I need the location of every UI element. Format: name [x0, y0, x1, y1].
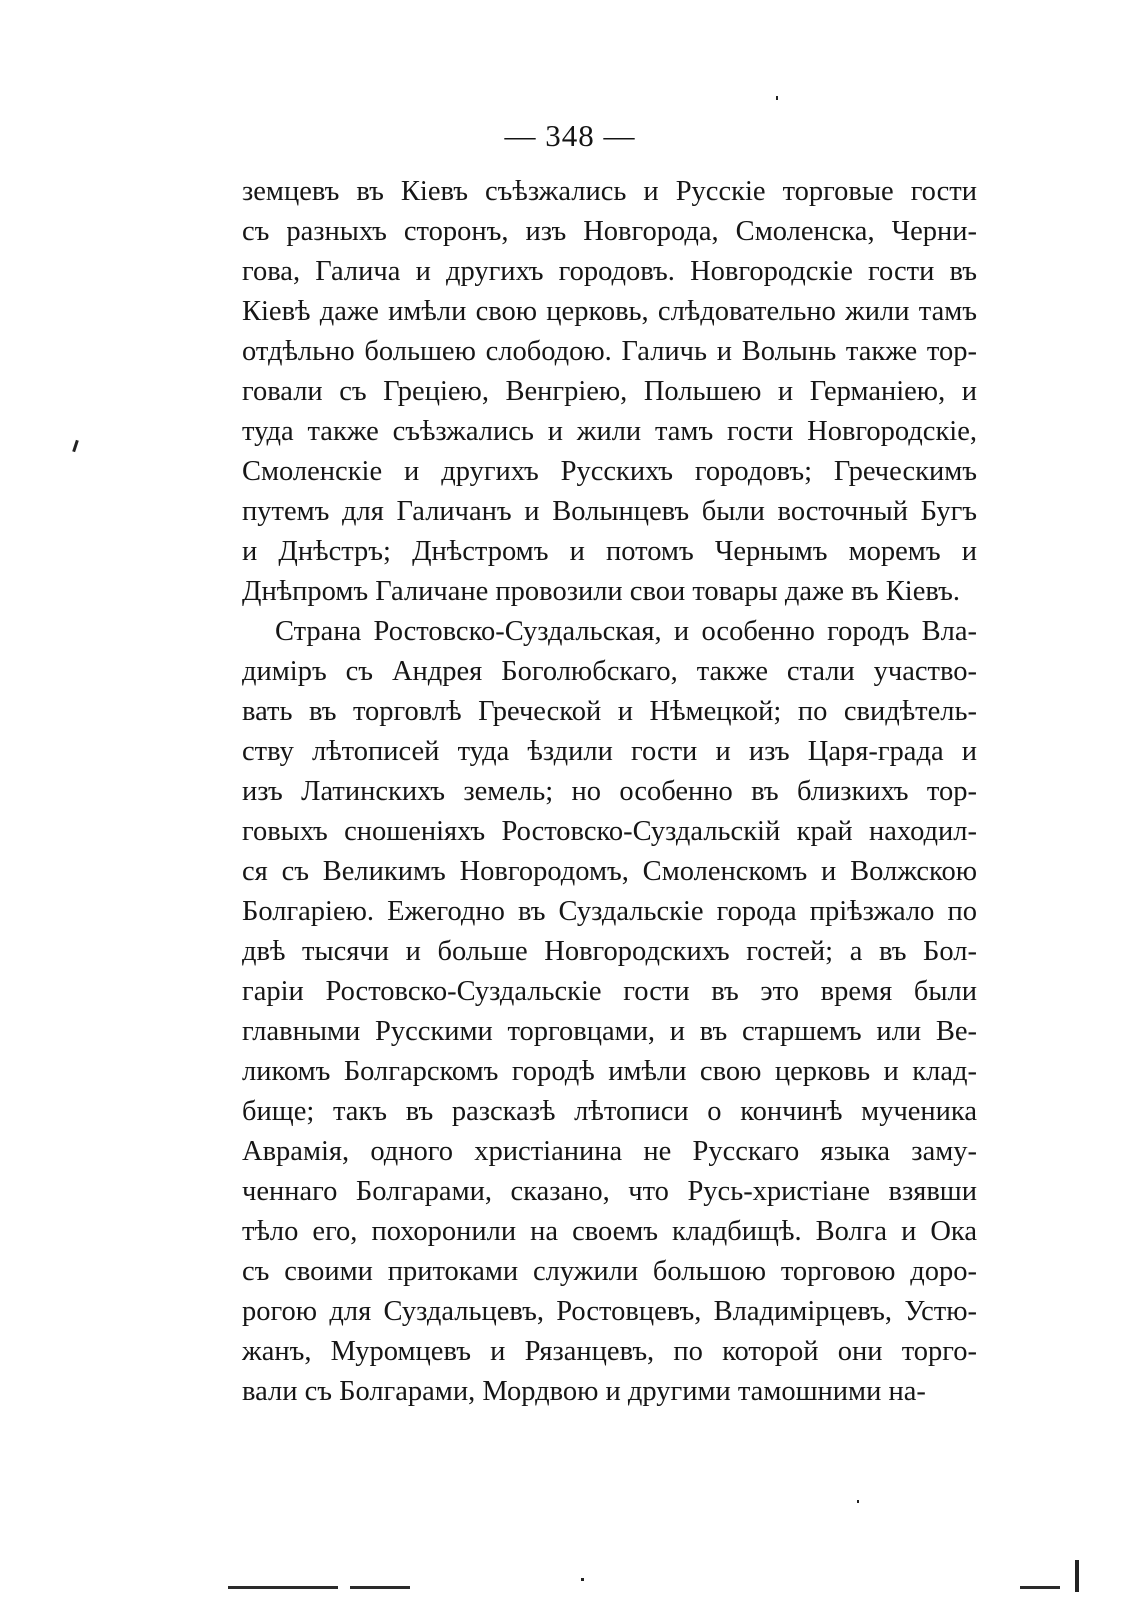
text-line: изъ Латинскихъ земель; но особенно въ близкихъ тор-	[242, 776, 977, 807]
scan-speck	[857, 1500, 859, 1503]
text-line: съ своими притоками служили большою торговою доро-	[242, 1256, 977, 1287]
scan-speck	[1075, 1560, 1079, 1592]
scan-speck	[776, 96, 778, 100]
text-line: ству лѣтописей туда ѣздили гости и изъ Царя-града и	[242, 736, 977, 767]
text-line: рогою для Суздальцевъ, Ростовцевъ, Владимірцевъ, Устю-	[242, 1296, 977, 1327]
scan-speck	[581, 1578, 584, 1581]
text-line: съ разныхъ сторонъ, изъ Новгорода, Смоленска, Черни-	[242, 216, 977, 247]
text-line: Страна Ростовско-Суздальская, и особенно городъ Вла-	[275, 616, 977, 647]
text-line: ся съ Великимъ Новгородомъ, Смоленскомъ и Волжскою	[242, 856, 977, 887]
text-line: главными Русскими торговцами, и въ старшемъ или Ве-	[242, 1016, 977, 1047]
text-line: бище; такъ въ разсказѣ лѣтописи о кончинѣ мученика	[242, 1096, 977, 1127]
text-line: туда также съѣзжались и жили тамъ гости Новгородскіе,	[242, 416, 977, 447]
text-line: тѣло его, похоронили на своемъ кладбищѣ. Волга и Ока	[242, 1216, 977, 1247]
text-line: и Днѣстръ; Днѣстромъ и потомъ Чернымъ моремъ и	[242, 536, 977, 567]
text-line: вали съ Болгарами, Мордвою и другими тамошними на-	[242, 1376, 926, 1407]
page-edge-line	[1020, 1586, 1060, 1589]
text-line: жанъ, Муромцевъ и Рязанцевъ, по которой они торго-	[242, 1336, 977, 1367]
text-line: путемъ для Галичанъ и Волынцевъ были восточный Бугъ	[242, 496, 977, 527]
text-line: вать въ торговлѣ Греческой и Нѣмецкой; по свидѣтель-	[242, 696, 977, 727]
page-edge-line	[350, 1586, 410, 1589]
scan-speck	[72, 440, 79, 452]
text-line: ликомъ Болгарскомъ городѣ имѣли свою церковь и клад-	[242, 1056, 977, 1087]
text-line: Днѣпромъ Галичане провозили свои товары даже въ Кіевъ.	[242, 576, 960, 607]
text-line: Кіевѣ даже имѣли свою церковь, слѣдовательно жили тамъ	[242, 296, 977, 327]
text-line: двѣ тысячи и больше Новгородскихъ гостей; а въ Бол-	[242, 936, 977, 967]
text-line: Болгаріею. Ежегодно въ Суздальскіе города пріѣзжало по	[242, 896, 977, 927]
text-line: Аврамія, одного христіанина не Русскаго языка заму-	[242, 1136, 977, 1167]
text-line: земцевъ въ Кіевъ съѣзжались и Русскіе торговые гости	[242, 176, 977, 207]
paragraph-1	[242, 172, 977, 612]
page-number: — 348 —	[504, 118, 636, 153]
text-line: ченнаго Болгарами, сказано, что Русь-христіане взявши	[242, 1176, 977, 1207]
text-line: гаріи Ростовско-Суздальскіе гости въ это время были	[242, 976, 977, 1007]
text-line: отдѣльно большею слободою. Галичь и Волынь также тор-	[242, 336, 977, 367]
body-text	[242, 172, 977, 1412]
text-line: говали съ Греціею, Венгріею, Польшею и Германіею, и	[242, 376, 977, 407]
text-line: Смоленскіе и другихъ Русскихъ городовъ; Греческимъ	[242, 456, 977, 487]
text-line: димiръ съ Андрея Боголюбскаго, также стали участво-	[242, 656, 977, 687]
paragraph-2	[242, 612, 977, 1412]
page-edge-line	[228, 1586, 338, 1589]
text-line: говыхъ сношеніяхъ Ростовско-Суздальскій край находил-	[242, 816, 977, 847]
text-line: гова, Галича и другихъ городовъ. Новгородскіе гости въ	[242, 256, 977, 287]
